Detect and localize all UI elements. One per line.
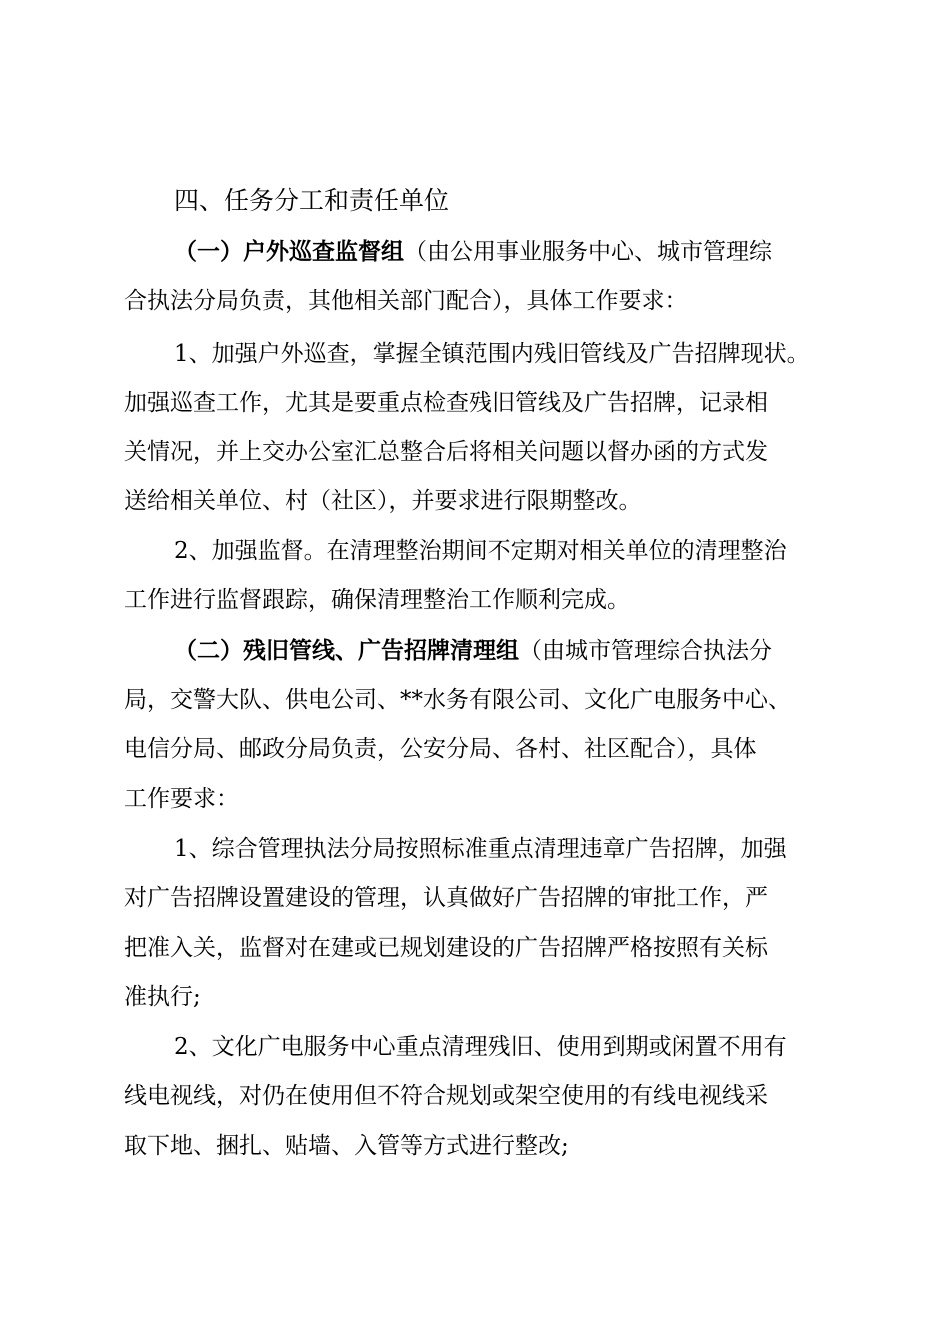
group2-item2-line: 线电视线，对仍在使用但不符合规划或架空使用的有线电视线采: [124, 1083, 768, 1109]
section-heading: 四、任务分工和责任单位: [174, 186, 450, 215]
group1-intro-line2: 合执法分局负责，其他相关部门配合），具体工作要求：: [124, 288, 688, 314]
group2-item2-line: 2、文化广电服务中心重点清理残旧、使用到期或闲置不用有: [174, 1034, 787, 1060]
group2-item1-line: 1、综合管理执法分局按照标准重点清理违章广告招牌，加强: [174, 836, 787, 862]
group2-title: （二）残旧管线、广告招牌清理组: [174, 638, 519, 664]
group2-item1-line: 准执行;: [124, 984, 201, 1010]
group1-item1-line: 1、加强户外巡查，掌握全镇范围内残旧管线及广告招牌现状。: [174, 341, 810, 367]
group1-item2-line: 2、加强监督。在清理整治期间不定期对相关单位的清理整治: [174, 538, 787, 564]
group2-intro-rest: （由城市管理综合执法分: [519, 638, 772, 664]
group2-intro-line: 工作要求：: [124, 786, 239, 812]
group1-item1-line: 关情况，并上交办公室汇总整合后将相关问题以督办函的方式发: [124, 439, 768, 465]
group2-intro-line: [174, 634, 772, 668]
group2-item2-line: 取下地、捆扎、贴墙、入管等方式进行整改;: [124, 1133, 569, 1159]
group1-intro-line: [174, 235, 772, 269]
group2-item1-line: 对广告招牌设置建设的管理，认真做好广告招牌的审批工作，严: [124, 885, 768, 911]
group1-item2-line: 工作进行监督跟踪，确保清理整治工作顺利完成。: [124, 587, 630, 613]
group2-intro-line: 电信分局、邮政分局负责，公安分局、各村、社区配合），具体: [124, 736, 757, 762]
group1-title: （一）户外巡查监督组: [174, 239, 404, 265]
group1-item1-line: 送给相关单位、村（社区），并要求进行限期整改。: [124, 488, 642, 514]
group1-intro-rest: （由公用事业服务中心、城市管理综: [404, 239, 772, 265]
group2-item1-line: 把准入关，监督对在建或已规划建设的广告招牌严格按照有关标: [124, 935, 768, 961]
group2-intro-line: 局，交警大队、供电公司、**水务有限公司、文化广电服务中心、: [124, 687, 791, 713]
group1-item1-line: 加强巡查工作，尤其是要重点检查残旧管线及广告招牌，记录相: [124, 390, 768, 416]
